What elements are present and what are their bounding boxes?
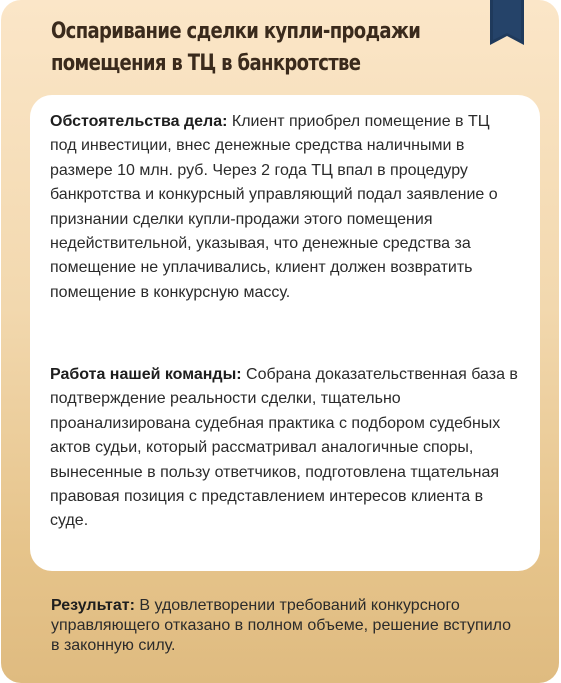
result-label: Результат: <box>51 597 135 614</box>
circumstances-text: Клиент приобрел помещение в ТЦ под инвестиции, внес денежные средства наличными в размере 10 млн. руб. Через 2 года ТЦ впал в процедуру банкротства и конкурсный управляющий подал заявление о признании сделки купли-продажи этого помещения недействительной, указывая, что денежные средства за помещение не уплачивались, клиент должен возвратить помещение в конкурсную массу. <box>50 113 498 301</box>
case-card <box>1 0 559 683</box>
team-work-paragraph <box>50 363 520 534</box>
title-line-2: помещения в ТЦ в банкротстве <box>51 51 361 76</box>
circumstances-label: Обстоятельства дела: <box>50 113 228 130</box>
bookmark-icon <box>490 0 524 45</box>
page-title <box>51 16 421 80</box>
result-text: В удовлетворении требований конкурсного управляющего отказано в полном объеме, решение вступило в законную силу. <box>51 597 512 654</box>
result-paragraph <box>51 596 521 656</box>
team-work-label: Работа нашей команды: <box>50 366 242 383</box>
circumstances-paragraph <box>50 110 520 305</box>
case-details-panel <box>30 95 540 571</box>
team-work-text: Собрана доказательственная база в подтверждение реальности сделки, тщательно проанализирована судебная практика с подбором судебных актов судьи, который рассматривал аналогичные споры, вынесенные в пользу ответчиков, подготовлена тщательная правовая позиция с представлением интересов клиента в суде. <box>50 366 518 530</box>
title-line-1: Оспаривание сделки купли-продажи <box>51 19 421 44</box>
